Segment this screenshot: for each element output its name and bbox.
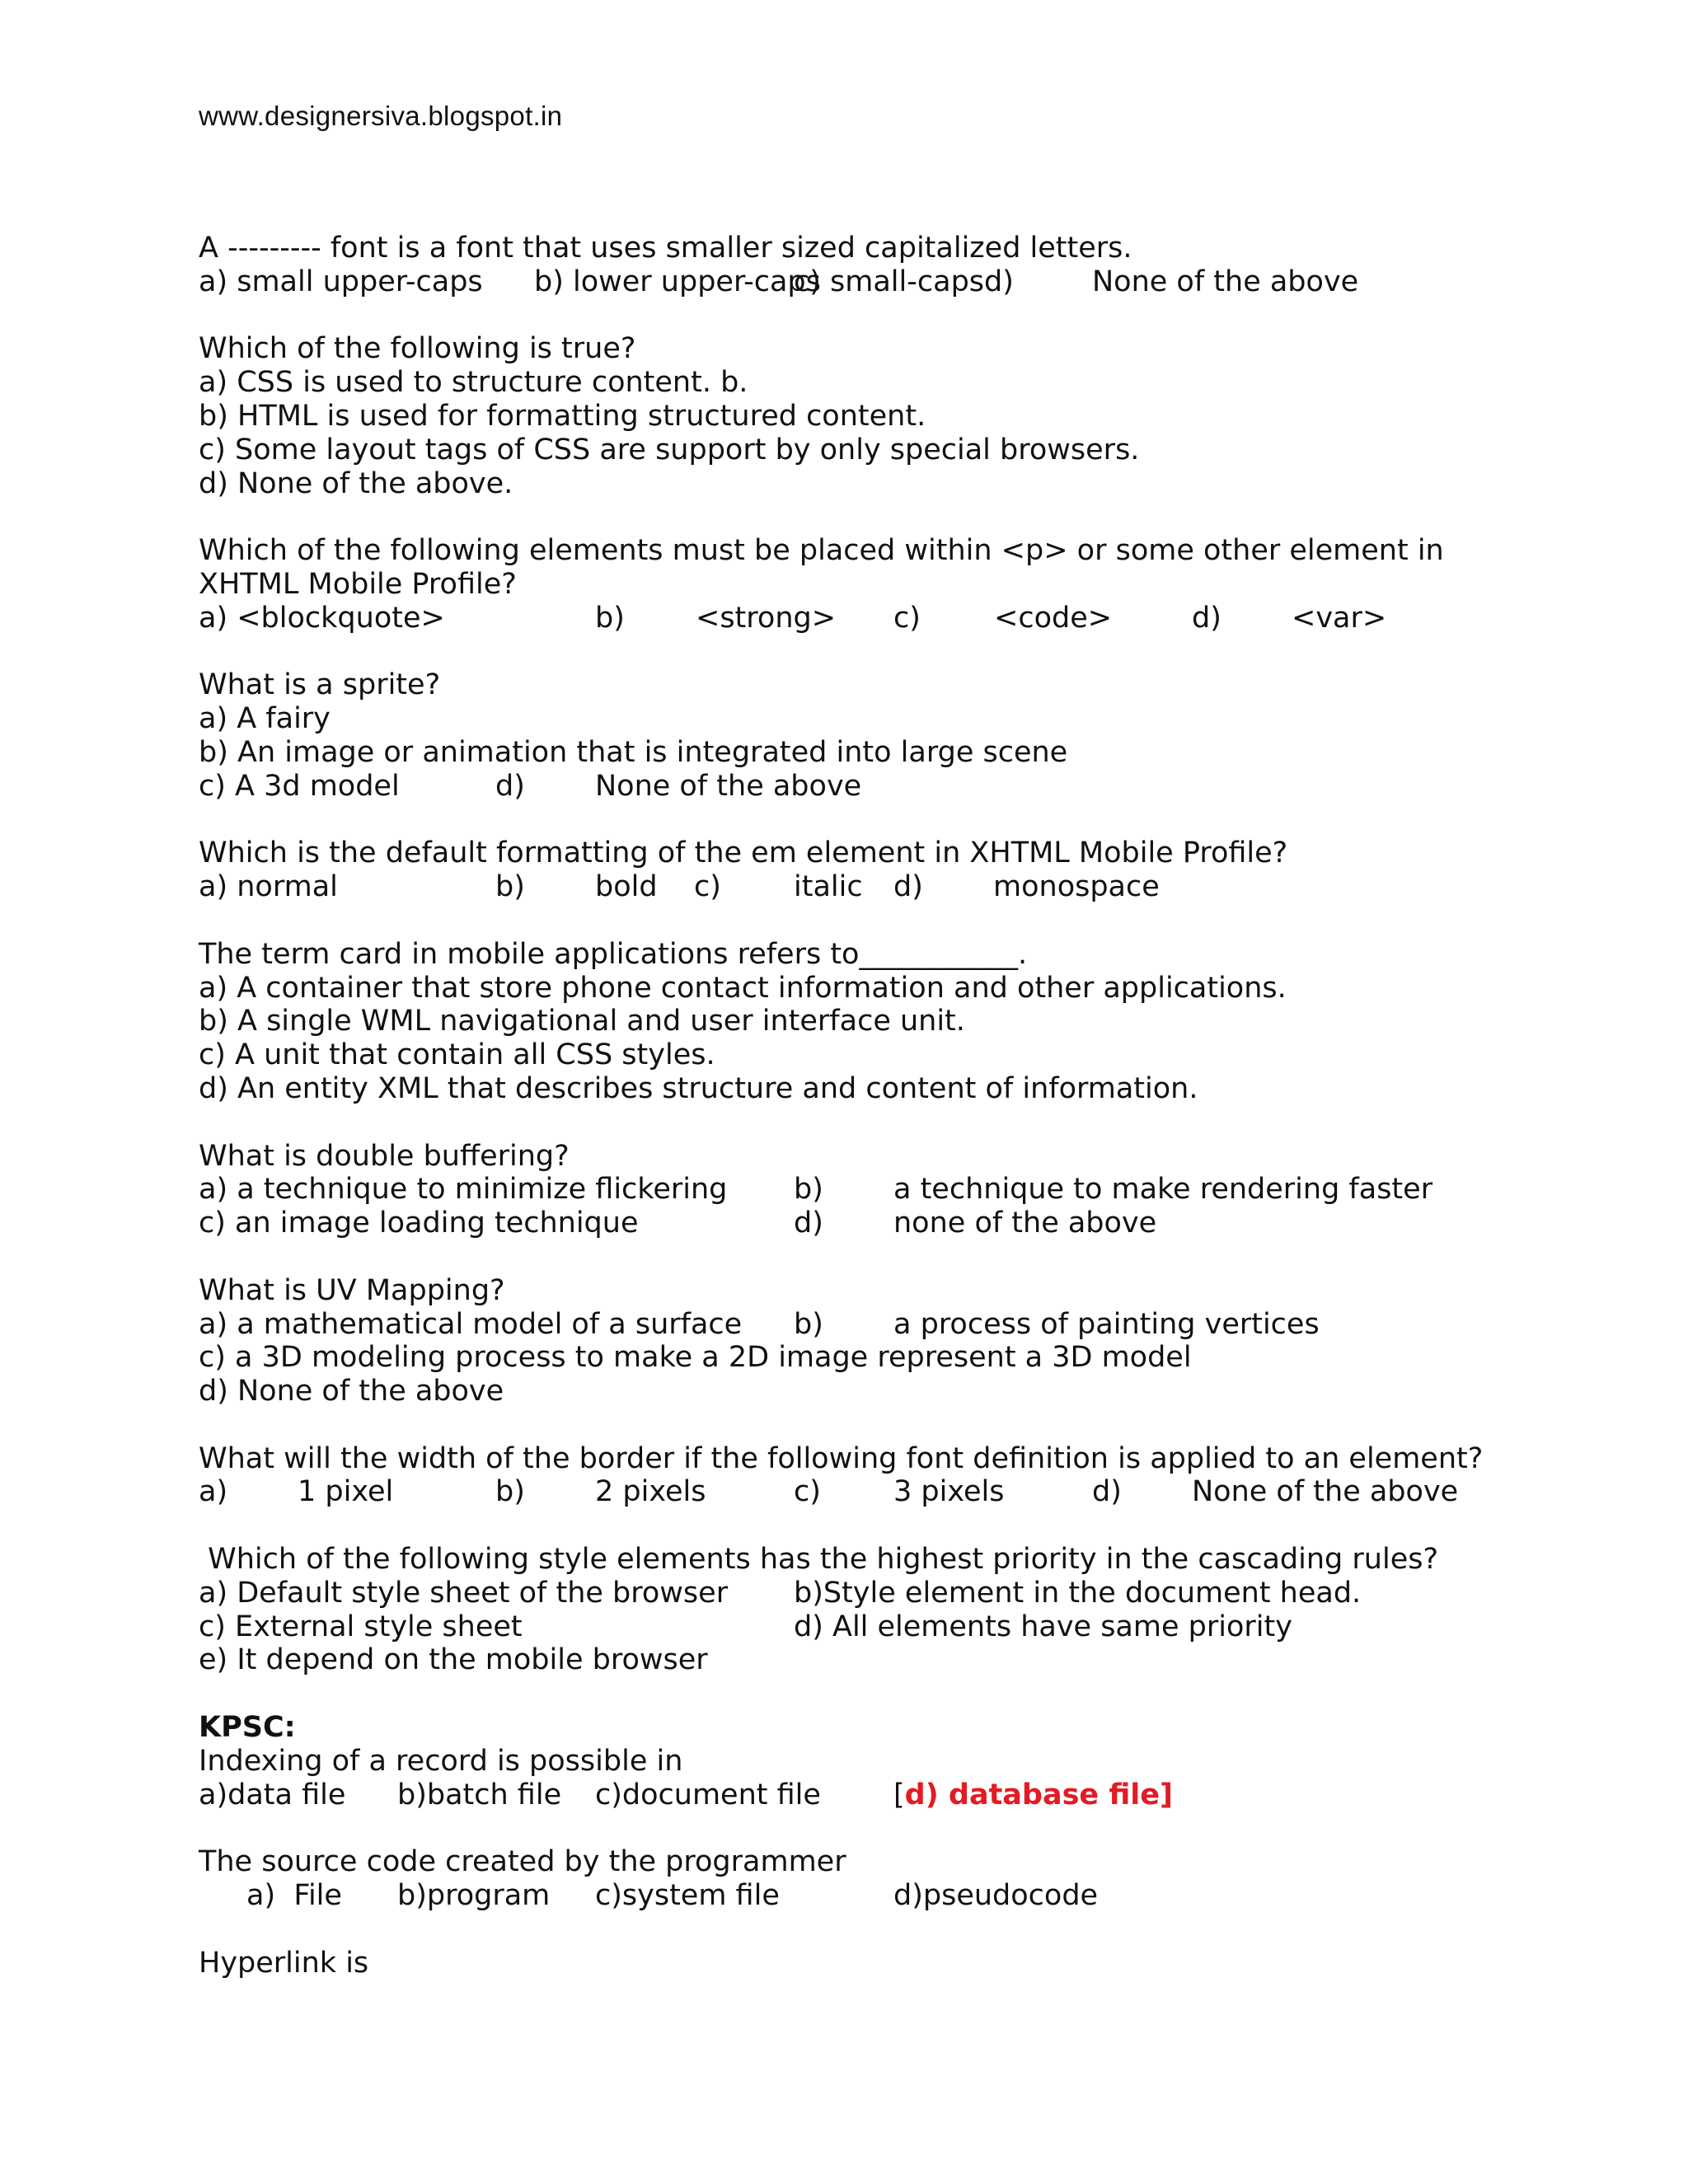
- question-5: Which is the default formatting of the em element in XHTML Mobile Profile?: [199, 837, 1288, 870]
- question-9: What will the width of the border if the following font definition is applied to an element?: [199, 1441, 1484, 1475]
- option-c-label: c): [893, 601, 921, 635]
- option-c: c) Some layout tags of CSS are support by only special browsers.: [199, 433, 1140, 466]
- document-body: [199, 232, 1550, 1980]
- option-b: b) A single WML navigational and user interface unit.: [199, 1005, 965, 1038]
- question-8: What is UV Mapping?: [199, 1273, 505, 1307]
- question-7: What is double buffering?: [199, 1139, 570, 1173]
- option-d-text: monospace: [993, 870, 1160, 904]
- option-d: d)pseudocode: [893, 1879, 1099, 1913]
- option-b-label: b): [495, 1475, 525, 1509]
- option-c: c) an image loading technique: [199, 1207, 639, 1240]
- option-a: a)data file: [199, 1778, 346, 1811]
- option-c-label: c): [694, 870, 721, 904]
- kpsc-question-2-options: [199, 1879, 1550, 1913]
- option-b-text: 2 pixels: [595, 1475, 706, 1509]
- option-d: None of the above: [1092, 265, 1359, 298]
- option-d-label: d): [1192, 601, 1221, 635]
- option-e: e) It depend on the mobile browser: [199, 1643, 708, 1677]
- option-d-text: none of the above: [893, 1207, 1157, 1240]
- option-c-text: italic: [794, 870, 863, 904]
- question-1-options: [199, 265, 1550, 299]
- option-a-label: a): [199, 1475, 228, 1509]
- option-a: a) normal: [199, 870, 338, 904]
- option-d-text: <var>: [1292, 601, 1387, 635]
- option-a: a) <blockquote>: [199, 601, 445, 635]
- option-a: a) A fairy: [199, 702, 331, 736]
- option-d-text: None of the above: [1192, 1475, 1459, 1509]
- question-5-options: [199, 870, 1550, 904]
- option-c-text: 3 pixels: [893, 1475, 1005, 1509]
- question-7-options-row-1: [199, 1173, 1550, 1207]
- option-c-label: c): [794, 1475, 821, 1509]
- option-b-text: bold: [595, 870, 658, 904]
- option-c: c) A unit that contain all CSS styles.: [199, 1038, 715, 1072]
- option-d: d) None of the above: [199, 1375, 504, 1408]
- option-c: c) a 3D modeling process to make a 2D image represent a 3D model: [199, 1341, 1192, 1375]
- question-10-options-row-1: [199, 1577, 1550, 1610]
- option-b-label: b): [794, 1173, 823, 1207]
- option-b-label: b): [794, 1307, 823, 1341]
- option-c: c)document file: [595, 1778, 821, 1811]
- question-1: A --------- font is a font that uses smaller sized capitalized letters.: [199, 232, 1132, 265]
- site-url: www.designersiva.blogspot.in: [199, 101, 563, 131]
- question-3-options: [199, 602, 1550, 635]
- question-2: Which of the following is true?: [199, 332, 636, 366]
- option-c: c) small-capsd): [794, 265, 1014, 298]
- option-b-text: a technique to make rendering faster: [893, 1173, 1433, 1207]
- option-a: a) a mathematical model of a surface: [199, 1307, 743, 1341]
- section-heading: KPSC:: [199, 1711, 296, 1745]
- question-3-line-2: XHTML Mobile Profile?: [199, 567, 517, 601]
- option-b: b)program: [397, 1879, 551, 1913]
- option-d-label: d): [1092, 1475, 1122, 1509]
- option-d: d) None of the above.: [199, 466, 513, 500]
- option-b-label: b): [595, 601, 625, 635]
- option-d-label: d): [794, 1207, 823, 1240]
- option-a: a) small upper-caps: [199, 265, 483, 298]
- option-b-text: a process of painting vertices: [893, 1307, 1320, 1341]
- question-7-options-row-2: [199, 1207, 1550, 1240]
- option-a: a) Default style sheet of the browser: [199, 1576, 729, 1610]
- answer-option: [893, 1779, 1173, 1812]
- option-b-text: <strong>: [696, 601, 837, 635]
- option-c: c) External style sheet: [199, 1610, 523, 1643]
- question-3-line-1: Which of the following elements must be placed within <p> or some other element in: [199, 534, 1444, 568]
- option-a: a) A container that store phone contact information and other applications.: [199, 971, 1287, 1005]
- option-b: b)Style element in the document head.: [794, 1576, 1362, 1610]
- option-b: b)batch file: [397, 1778, 562, 1811]
- option-d-label: d): [495, 769, 525, 803]
- option-d: d) All elements have same priority: [794, 1610, 1292, 1643]
- answer-bracket: [: [893, 1778, 905, 1811]
- option-a: a) File: [246, 1879, 342, 1913]
- option-d-label: d): [893, 870, 923, 904]
- question-4: What is a sprite?: [199, 668, 441, 702]
- question-4-options: [199, 770, 1550, 804]
- kpsc-question-1-options: [199, 1779, 1550, 1812]
- option-d: d) An entity XML that describes structure and content of information.: [199, 1071, 1198, 1105]
- kpsc-question-1: Indexing of a record is possible in: [199, 1744, 683, 1778]
- question-9-options: [199, 1475, 1550, 1509]
- kpsc-question-3: Hyperlink is: [199, 1946, 369, 1980]
- option-c: c)system file: [595, 1879, 780, 1913]
- option-c-text: <code>: [994, 601, 1113, 635]
- question-10: Which of the following style elements has the highest priority in the cascading rules?: [199, 1543, 1439, 1577]
- option-a: a) CSS is used to structure content. b.: [199, 366, 748, 400]
- option-c: c) A 3d model: [199, 769, 400, 803]
- question-8-options-row-1: [199, 1308, 1550, 1342]
- option-a-text: 1 pixel: [298, 1475, 394, 1509]
- question-6: The term card in mobile applications refers to___________.: [199, 937, 1028, 971]
- option-d-text: None of the above: [595, 769, 862, 803]
- option-b: b) HTML is used for formatting structured content.: [199, 399, 926, 433]
- option-b: b) An image or animation that is integrated into large scene: [199, 735, 1068, 769]
- answer-text: d) database file]: [904, 1778, 1174, 1811]
- option-b-label: b): [495, 870, 525, 904]
- option-a: a) a technique to minimize flickering: [199, 1173, 728, 1207]
- option-b: b) lower upper-caps: [534, 265, 821, 298]
- question-10-options-row-2: [199, 1610, 1550, 1644]
- kpsc-question-2: The source code created by the programmer: [199, 1845, 846, 1879]
